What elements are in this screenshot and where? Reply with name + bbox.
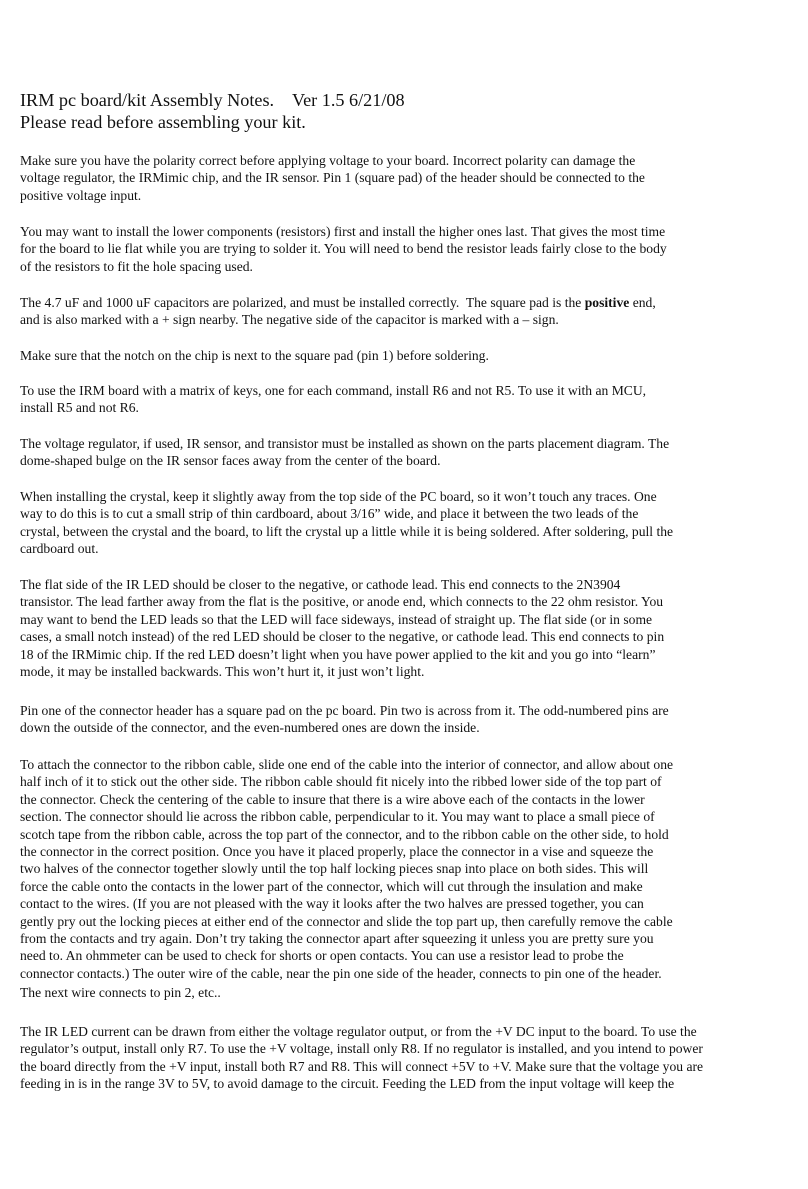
text-line: The flat side of the IR LED should be closer to the negative, or cathode lead. This end connects to the 2N3904 (20, 577, 621, 592)
doc-title-line-2: Please read before assembling your kit. (20, 112, 306, 132)
text-line: two halves of the connector together slowly until the top half locking pieces snap into place on both sides. This will (20, 861, 649, 877)
doc-title-line-1: IRM pc board/kit Assembly Notes. Ver 1.5 6/21/08 (20, 90, 405, 110)
text-line: Make sure that the notch on the chip is next to the square pad (pin 1) before soldering. (20, 348, 489, 363)
paragraph-leds (20, 576, 788, 680)
text-line: regulator’s output, install only R7. To use the +V voltage, install only R8. If no regulator is installed, and you intend to power (20, 1041, 703, 1057)
paragraph-install-order (20, 223, 788, 275)
text-line: crystal, between the crystal and the board, to lift the crystal up a little while it is being soldered. After soldering, pull the (20, 523, 674, 539)
text-segment: The 4.7 uF and 1000 uF capacitors are polarized, and must be installed correctly. The square pad is the (20, 295, 585, 310)
text-line: section. The connector should lie across the ribbon cable, perpendicular to it. You may want to place a small piece of (20, 809, 655, 825)
text-line: force the cable onto the contacts in the lower part of the connector, which will cut through the insulation and make (20, 878, 643, 894)
text-line: The voltage regulator, if used, IR sensor, and transistor must be installed as shown on the parts placement diagram. The (20, 436, 670, 451)
text-line: for the board to lie flat while you are trying to solder it. You will need to bend the resistor leads fairly close to the body (20, 241, 667, 257)
text-line: of the resistors to fit the hole spacing used. (20, 258, 253, 274)
text-line: positive voltage input. (20, 187, 142, 203)
text-line: from the contacts and try again. Don’t try taking the connector apart after squeezing it unless you are pretty sure you (20, 931, 654, 947)
text-line: half inch of it to stick out the other side. The ribbon cable should fit nicely into the ribbed lower side of the top part of (20, 774, 662, 790)
text-line: install R5 and not R6. (20, 400, 139, 416)
text-line: To use the IRM board with a matrix of keys, one for each command, install R6 and not R5. To use it with an MCU, (20, 383, 647, 398)
text-line: Make sure you have the polarity correct before applying voltage to your board. Incorrect polarity can damage the (20, 153, 636, 168)
paragraph-ribbon-cable (20, 756, 788, 1002)
text-line: the connector in the correct position. Once you have it placed properly, place the connector in a vise and squeeze the (20, 844, 654, 860)
text-line: Pin one of the connector header has a square pad on the pc board. Pin two is across from it. The odd-numbered pins are (20, 703, 669, 718)
text-line: the board directly from the +V input, install both R7 and R8. This will connect +5V to +V. Make sure that the voltage you are (20, 1058, 704, 1074)
text-line: cases, a small notch instead) of the red LED should be closer to the negative, or cathode lead. This end connects to pin (20, 629, 665, 645)
paragraph-polarity (20, 152, 788, 204)
text-line: need to. An ohmmeter can be used to check for shorts or open contacts. You can use a resistor lead to probe the (20, 948, 624, 964)
text-line (20, 294, 788, 311)
paragraph-regulator-sensor (20, 435, 788, 470)
text-line: scotch tape from the ribbon cable, across the top part of the connector, and to the ribbon cable on the other side, to hold (20, 826, 669, 842)
text-line: gently pry out the locking pieces at either end of the connector and slide the top part up, then carefully remove the cable (20, 913, 673, 929)
text-line: The IR LED current can be drawn from either the voltage regulator output, or from the +V DC input to the board. To use the (20, 1024, 697, 1039)
text-line: The next wire connects to pin 2, etc.. (20, 985, 221, 1001)
text-line: transistor. The lead farther away from the flat is the positive, or anode end, which connects to the 22 ohm resistor. You (20, 594, 664, 610)
text-line: When installing the crystal, keep it slightly away from the top side of the PC board, so it won’t touch any traces. One (20, 489, 657, 504)
text-line: and is also marked with a + sign nearby. The negative side of the capacitor is marked with a – sign. (20, 312, 559, 328)
text-line: may want to bend the LED leads so that the LED will face sideways, instead of straight up. The flat side (or in some (20, 611, 653, 627)
text-line: down the outside of the connector, and the even-numbered ones are down the inside. (20, 720, 480, 736)
text-line: feeding in is in the range 3V to 5V, to avoid damage to the circuit. Feeding the LED from the input voltage will keep the (20, 1076, 675, 1092)
text-line: contact to the wires. (If you are not pleased with the way it looks after the two halves are pressed together, you can (20, 896, 644, 912)
paragraph-capacitors (20, 294, 788, 329)
paragraph-connector-header (20, 702, 788, 737)
paragraph-crystal (20, 488, 788, 558)
text-line: the connector. Check the centering of the cable to insure that there is a wire above each of the contacts in the lower (20, 791, 645, 807)
text-line: cardboard out. (20, 541, 99, 557)
text-line: voltage regulator, the IRMimic chip, and the IR sensor. Pin 1 (square pad) of the header should be connected to the (20, 170, 645, 186)
text-line: way to do this is to cut a small strip of thin cardboard, about 3/16” wide, and place it between the two leads of the (20, 506, 639, 522)
text-segment: end, (629, 295, 656, 310)
text-line: connector contacts.) The outer wire of the cable, near the pin one side of the header, connects to pin one of the header. (20, 965, 662, 981)
bold-word: positive (584, 295, 630, 310)
paragraph-r5-r6 (20, 382, 788, 417)
text-line: To attach the connector to the ribbon cable, slide one end of the cable into the interior of connector, and allow about one (20, 757, 674, 772)
paragraph-chip-notch (20, 347, 788, 364)
text-line: dome-shaped bulge on the IR sensor faces away from the center of the board. (20, 453, 441, 469)
text-line: You may want to install the lower components (resistors) first and install the higher ones last. That gives the most time (20, 224, 666, 239)
text-line: 18 of the IRMimic chip. If the red LED doesn’t light when you have power applied to the kit and you go into “learn” (20, 646, 656, 662)
text-line: mode, it may be installed backwards. This won’t hurt it, it just won’t light. (20, 664, 425, 680)
paragraph-led-current (20, 1023, 788, 1093)
